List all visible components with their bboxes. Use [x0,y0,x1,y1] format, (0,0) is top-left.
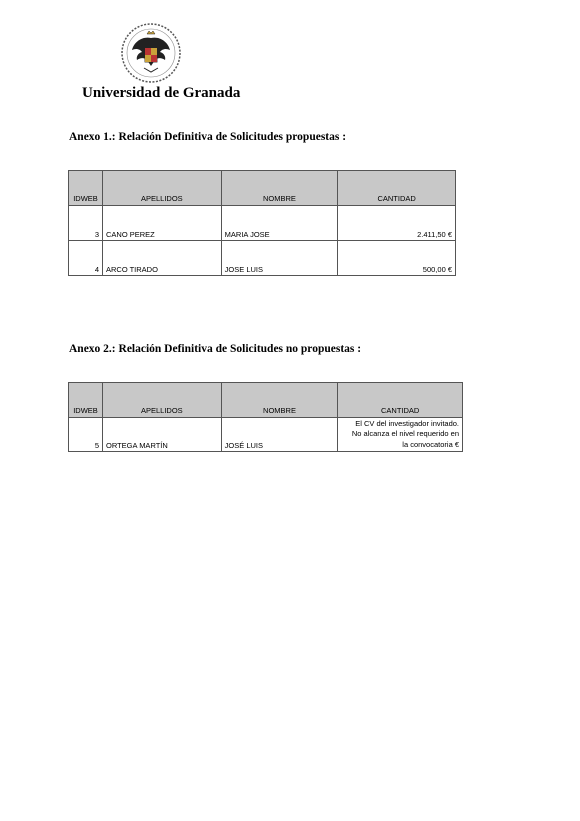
column-header-cantidad: CANTIDAD [338,171,456,206]
cell-cantidad: El CV del investigador invitado. No alcanza el nivel requerido en la convocatoria € [338,418,463,452]
cell-idweb: 3 [69,206,103,241]
column-header-nombre: NOMBRE [221,171,338,206]
column-header-nombre: NOMBRE [221,383,338,418]
table-row [69,206,456,241]
table-header-row [69,383,463,418]
table-header-row [69,171,456,206]
cell-cantidad: 2.411,50 € [338,206,456,241]
cell-cantidad: 500,00 € [338,241,456,276]
table-row [69,418,463,452]
annex1-table [68,170,456,276]
cell-nombre: MARIA JOSE [221,206,338,241]
annex1-title: Anexo 1.: Relación Definitiva de Solicitudes propuestas : [69,131,347,143]
annex2-title: Anexo 2.: Relación Definitiva de Solicitudes no propuestas : [69,343,362,355]
cell-nombre: JOSÉ LUIS [221,418,338,452]
university-name: Universidad de Granada [82,85,241,101]
table-row [69,241,456,276]
cell-apellidos: ORTEGA MARTÍN [102,418,221,452]
column-header-idweb: IDWEB [69,383,103,418]
cell-apellidos: CANO PEREZ [102,206,221,241]
university-coat-of-arms-icon [120,22,182,84]
column-header-apellidos: APELLIDOS [102,383,221,418]
cell-idweb: 5 [69,418,103,452]
column-header-idweb: IDWEB [69,171,103,206]
column-header-apellidos: APELLIDOS [102,171,221,206]
column-header-cantidad: CANTIDAD [338,383,463,418]
cell-apellidos: ARCO TIRADO [102,241,221,276]
cell-idweb: 4 [69,241,103,276]
annex2-table [68,382,463,452]
cell-nombre: JOSE LUIS [221,241,338,276]
